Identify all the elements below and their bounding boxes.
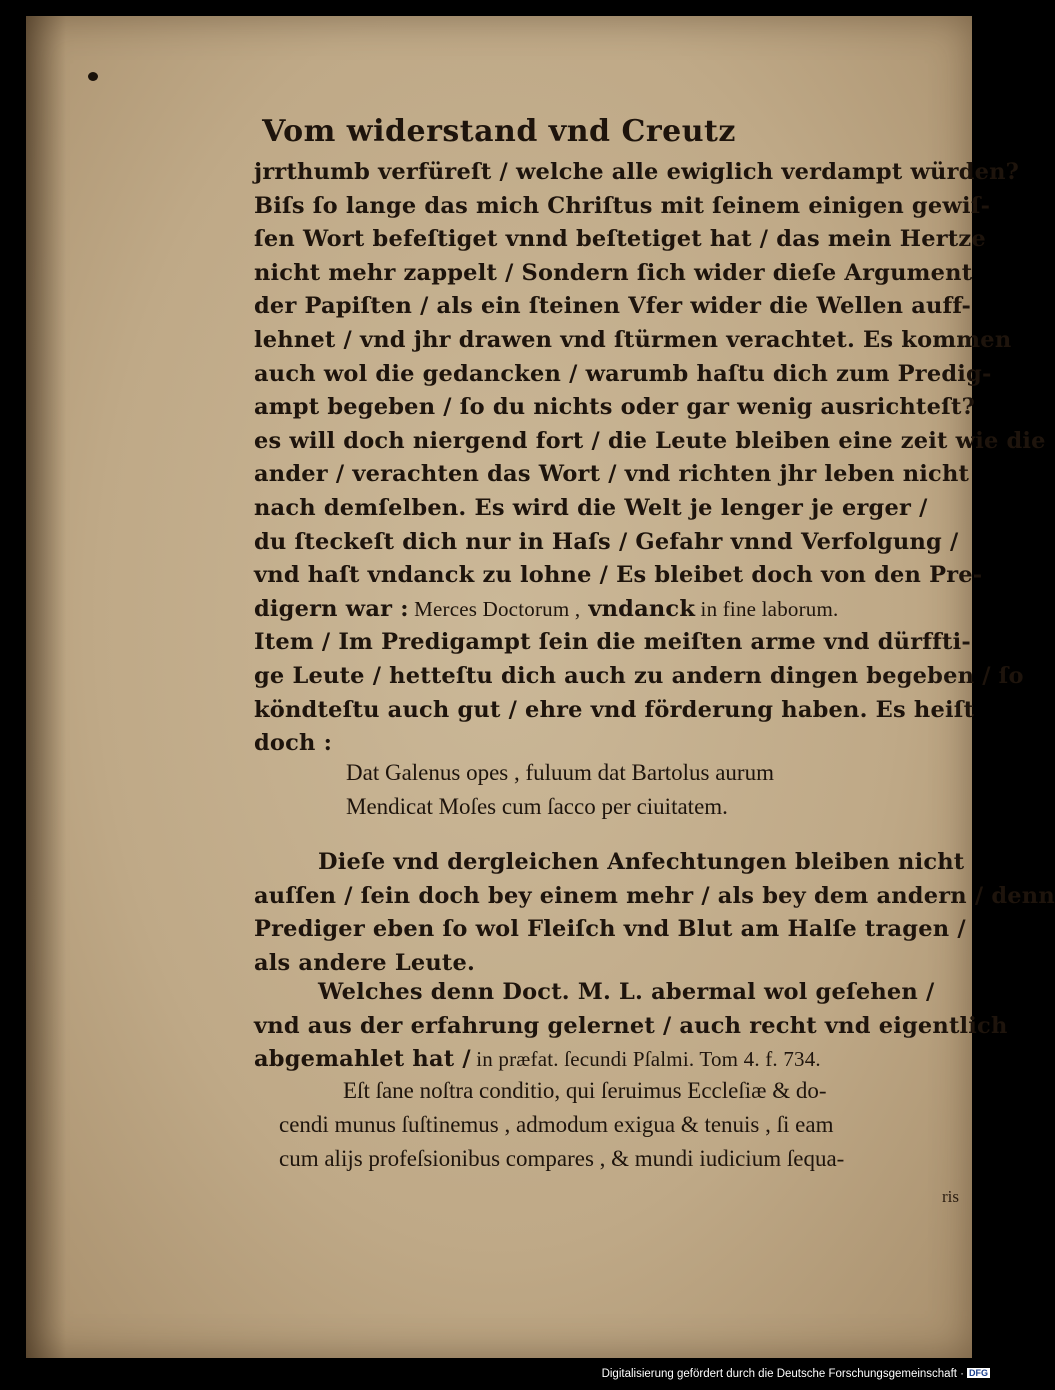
text-line: auſſen / ſein doch bey einem mehr / als bey dem andern / denn (254, 882, 1055, 909)
text-line: ander / verachten das Wort / vnd richten jhr leben nicht (254, 461, 970, 488)
paragraph-3 (254, 976, 1008, 1077)
text-line: nicht mehr zappelt / Sondern ſich wider dieſe Argument (254, 259, 973, 286)
paragraph-2 (254, 846, 1055, 980)
text-fragment: digern war : (254, 595, 409, 622)
text-line-mixed (254, 1043, 962, 1077)
latin-quotation (279, 1074, 971, 1176)
text-line: vnd aus der erfahrung gelernet / auch recht vnd eigentlich (254, 1012, 1008, 1039)
text-line: Dieſe vnd dergleichen Anfechtungen bleiben nicht (318, 849, 965, 875)
catchword: ris (942, 1187, 959, 1206)
latin-line: cendi munus ſuſtinemus , admodum exigua & tenuis , ſi eam (279, 1112, 834, 1137)
text-line: der Papiſten / als ein ſteinen Vfer wider die Wellen auff- (254, 293, 972, 320)
paragraph-1 (254, 156, 1046, 761)
book-page (26, 16, 1055, 1358)
text-line: vnd haſt vndanck zu lohne / Es bleibet doch von den Pre- (254, 562, 983, 589)
text-line: als andere Leute. (254, 949, 476, 976)
latin-verse (346, 756, 966, 824)
verse-line: Mendicat Moſes cum ſacco per ciuitatem. (346, 794, 728, 819)
text-fragment: vndanck (580, 595, 696, 622)
text-line: ge Leute / hetteſtu dich auch zu andern dingen begeben / ſo (254, 662, 1024, 689)
text-line: Item / Im Predigampt ſein die meiſten arme vnd dürffti- (254, 629, 971, 656)
text-line: nach demſelben. Es wird die Welt je lenger je erger / (254, 494, 928, 521)
latin-fragment: in fine laborum. (695, 596, 839, 621)
text-line: jrrthumb verfüreſt / welche alle ewiglich verdampt würden? (254, 159, 1020, 185)
text-line: Welches denn Doct. M. L. abermal wol geſehen / (318, 979, 935, 1005)
text-line: köndteſtu auch gut / ehre vnd förderung haben. Es heiſt (254, 696, 975, 723)
latin-fragment: Merces Doctorum , (408, 596, 581, 621)
digitization-footer (0, 1368, 990, 1380)
text-line: doch : (254, 730, 333, 757)
latin-reference: in præfat. ſecundi Pſalmi. Tom 4. f. 734. (470, 1047, 821, 1072)
text-line: Prediger eben ſo wol Fleiſch vnd Blut am Halſe tragen / (254, 916, 966, 943)
text-line: auch wol die gedancken / warumb haſtu dich zum Predig- (254, 360, 992, 387)
text-line: ampt begeben / ſo du nichts oder gar wenig ausrichteſt? (254, 394, 975, 421)
page-fold-shadow (26, 16, 66, 1358)
text-line-mixed (254, 593, 962, 627)
latin-line: Eſt ſane noſtra conditio, qui ſeruimus Eccleſiæ & do- (343, 1078, 827, 1103)
verse-line: Dat Galenus opes , fuluum dat Bartolus aurum (346, 760, 774, 785)
text-line: lehnet / vnd jhr drawen vnd ſtürmen verachtet. Es kommen (254, 326, 1012, 353)
text-line: Biſs ſo lange das mich Chriſtus mit ſeinem einigen gewiſ- (254, 192, 991, 219)
latin-line: cum alijs profeſsionibus compares , & mundi iudicium ſequa- (279, 1146, 845, 1171)
ink-mark (88, 72, 98, 81)
dfg-logo: DFG (969, 1368, 988, 1378)
text-fragment: abgemahlet hat / (254, 1046, 471, 1073)
running-header: Vom widerstand vnd Creutz (262, 114, 736, 149)
text-line: es will doch niergend fort / die Leute bleiben eine zeit wie die (254, 427, 1046, 454)
text-line: du ſteckeſt dich nur in Haſs / Gefahr vnnd Verfolgung / (254, 528, 959, 555)
text-line: ſen Wort befeſtiget vnnd beſtetiget hat / das mein Hertze (254, 226, 986, 253)
footer-text: Digitalisierung gefördert durch die Deutsche Forschungsgemeinschaft · (601, 1368, 964, 1380)
